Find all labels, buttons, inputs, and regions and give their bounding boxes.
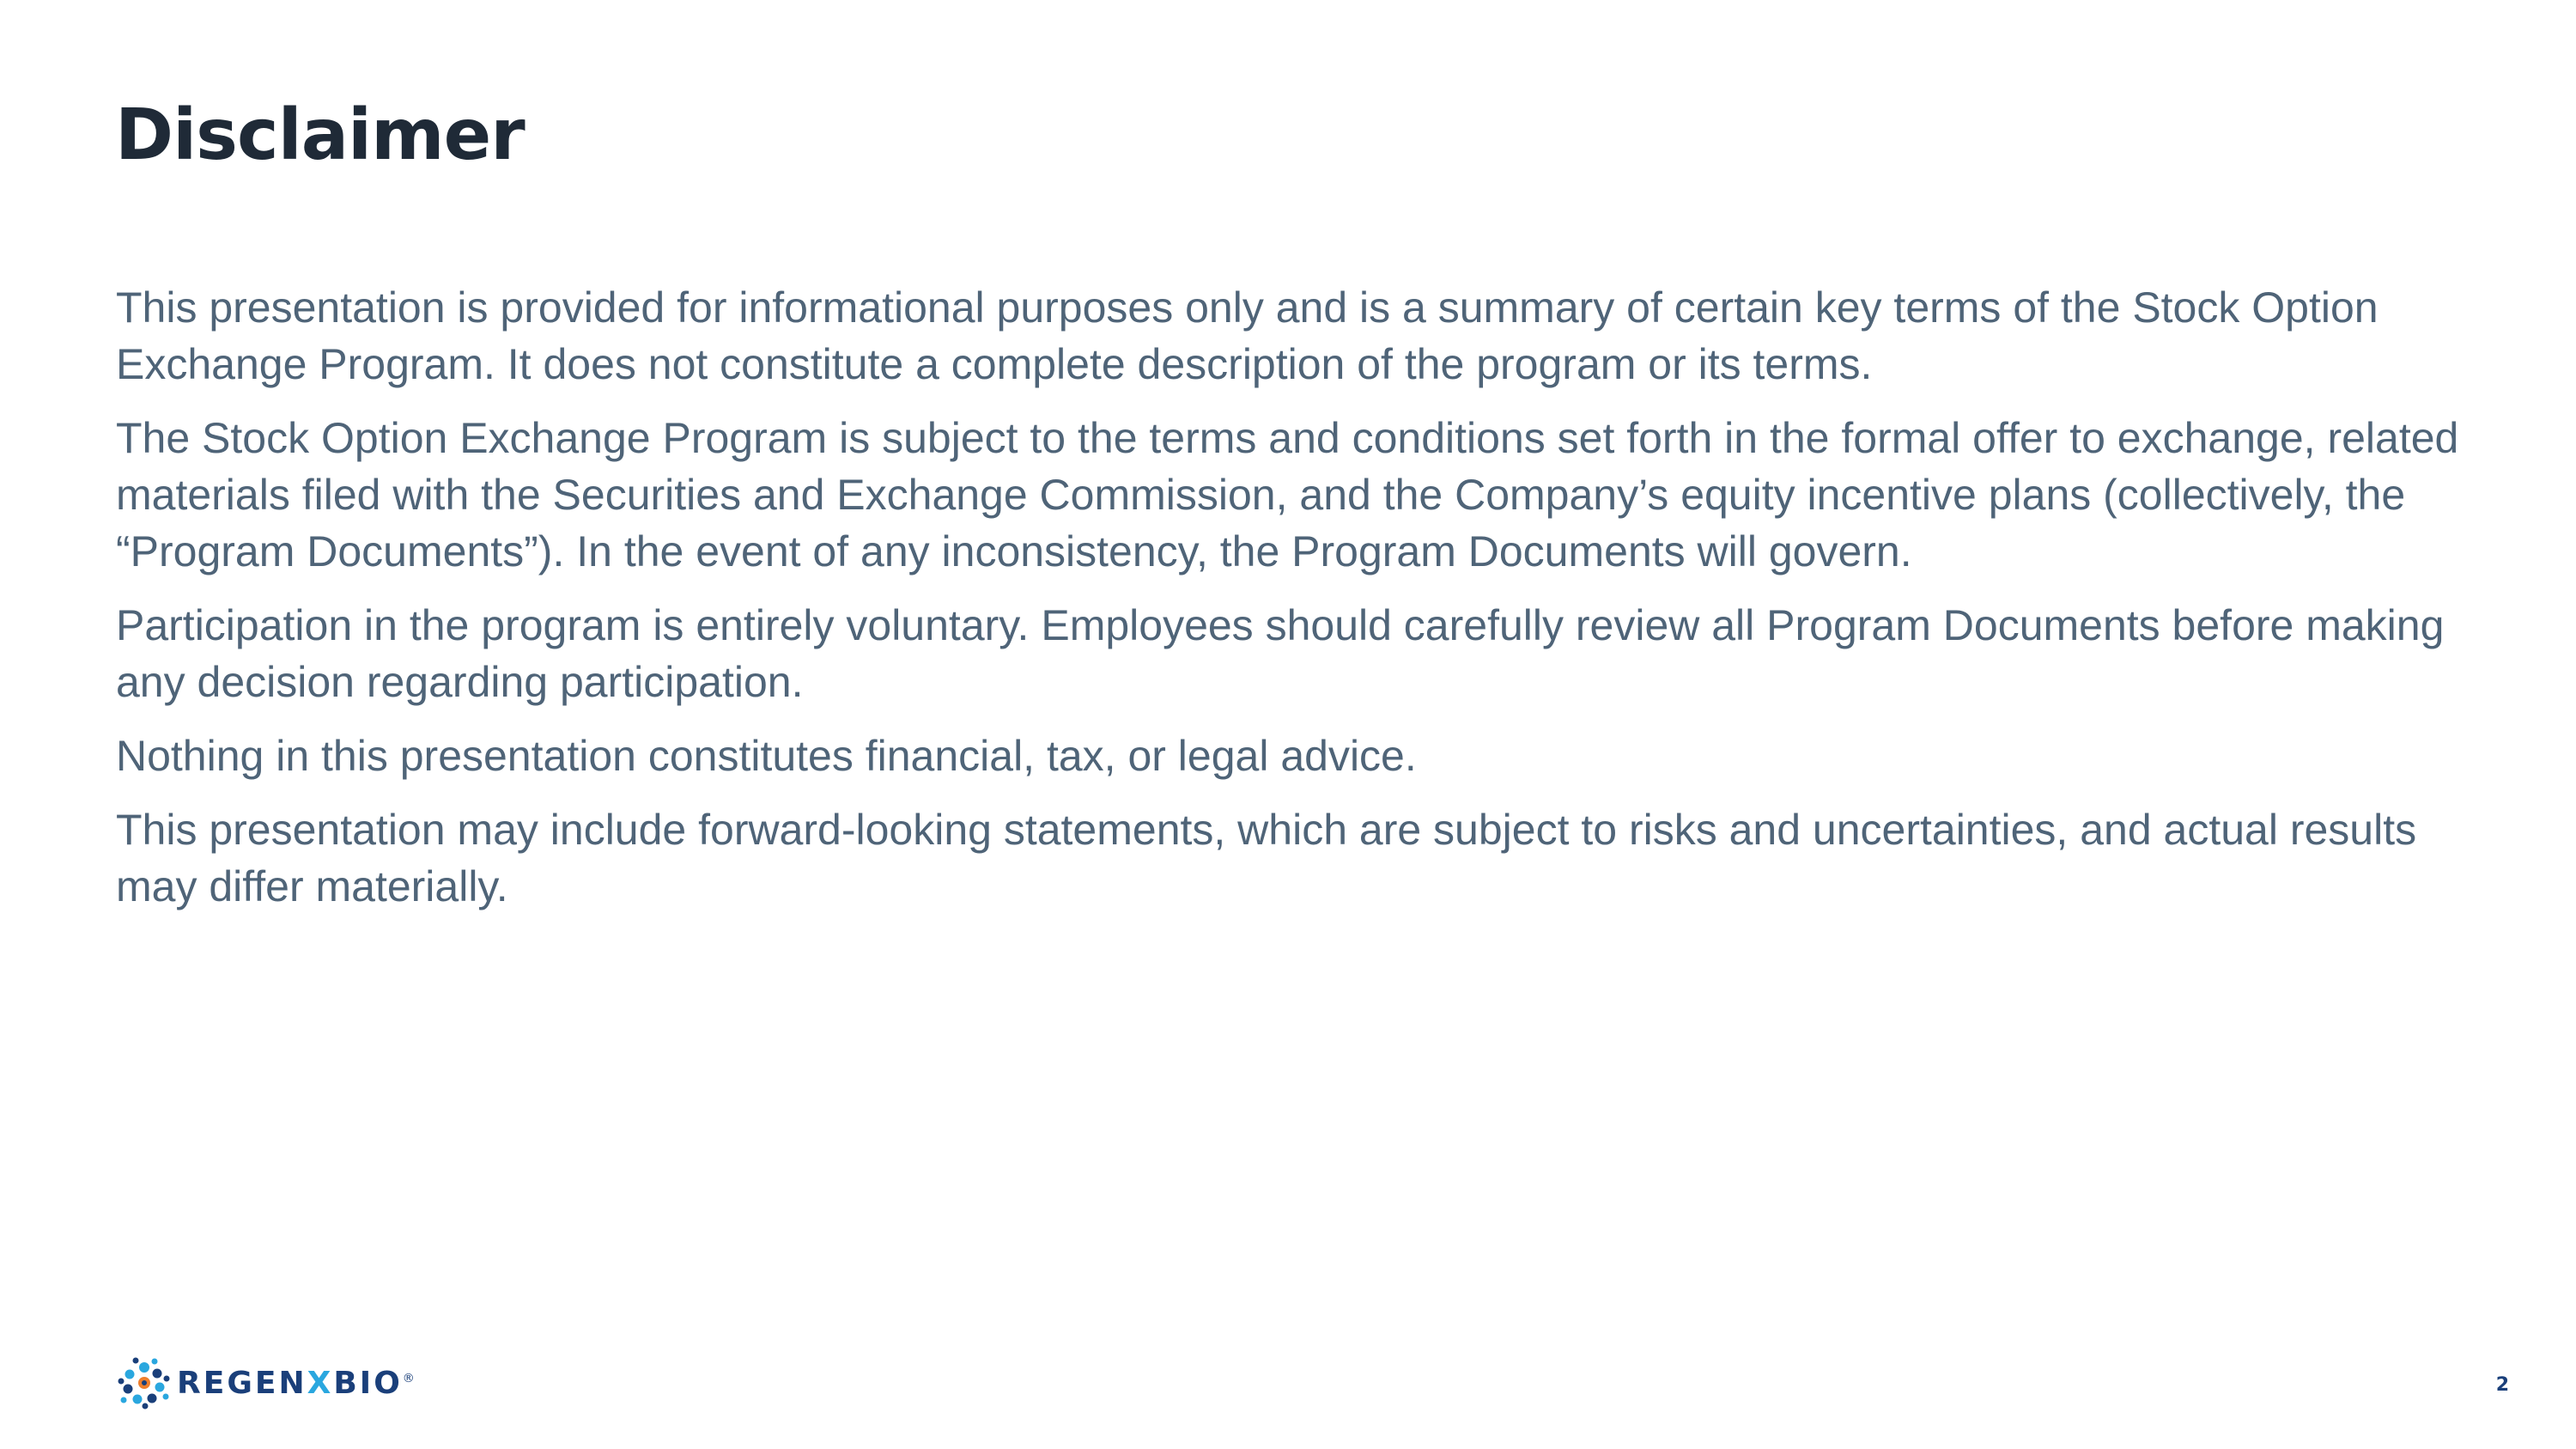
disclaimer-paragraph: The Stock Option Exchange Program is subject to the terms and conditions set forth in the formal offer to exchange, related materials filed with the Securities and Exchange Commission, and the Company’s equity incentive plans (collectively, the “Program Documents”). In the event of any inconsistency, the Program Documents will govern. (116, 414, 2459, 575)
page-number: 2 (2495, 1374, 2509, 1396)
disclaimer-paragraph: Participation in the program is entirely voluntary. Employees should carefully review all Program Documents before making any decision regarding participation. (116, 601, 2445, 706)
logo-text-bio: BIO (333, 1365, 403, 1401)
logo-text-x: X (307, 1365, 334, 1401)
slide-title: Disclaimer (115, 94, 525, 176)
disclaimer-paragraph: Nothing in this presentation constitutes financial, tax, or legal advice. (116, 732, 1417, 780)
logo-text-regen: REGEN (177, 1365, 307, 1401)
disclaimer-paragraph: This presentation is provided for informational purposes only and is a summary of certain key terms of the Stock Option Exchange Program. It does not constitute a complete description of the program or its terms. (116, 283, 2379, 388)
disclaimer-paragraph: This presentation may include forward-looking statements, which are subject to risks and uncertainties, and actual results may differ materially. (116, 806, 2417, 910)
company-logo-text (177, 1366, 415, 1401)
company-logo (117, 1355, 415, 1410)
disclaimer-body (116, 279, 2503, 932)
registered-mark: ® (402, 1371, 415, 1385)
regenxbio-molecule-icon (117, 1355, 172, 1410)
